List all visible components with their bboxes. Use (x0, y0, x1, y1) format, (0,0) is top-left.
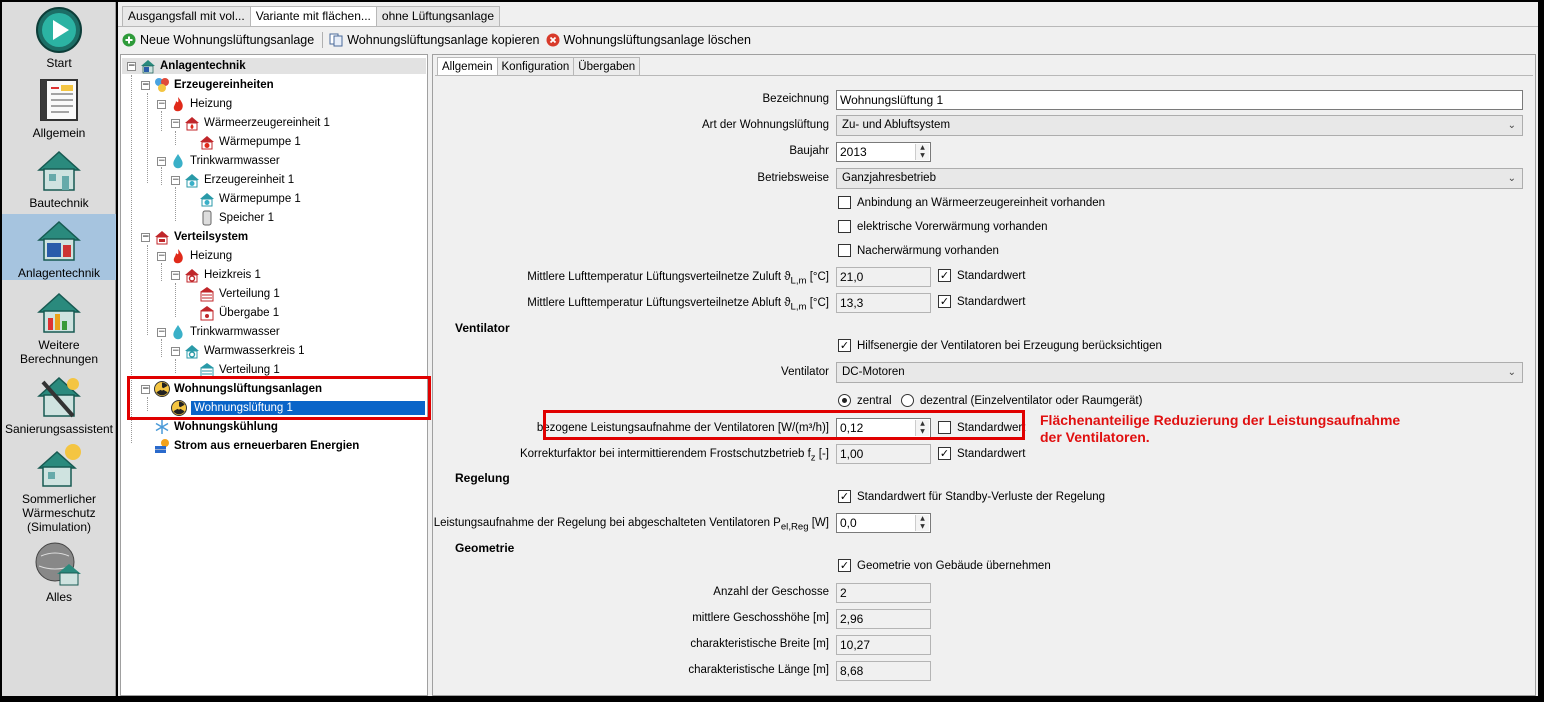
baujahr-input[interactable] (836, 142, 931, 162)
regelung-spinner[interactable] (915, 515, 929, 531)
new-ventilation-label: Neue Wohnungslüftungsanlage (140, 33, 315, 47)
tabs-divider (118, 26, 1538, 27)
collapse-toggle[interactable]: − (172, 345, 180, 356)
korrektur-label (520, 448, 829, 463)
zuluft-input[interactable]: 21,0 (836, 267, 931, 287)
chart-house-icon (33, 288, 85, 336)
tree-node-wohnungskuehlung[interactable] (154, 418, 278, 436)
delete-icon (546, 33, 560, 47)
tree-label: Trinkwarmwasser (190, 155, 280, 167)
main-frame (118, 2, 1538, 696)
tree-label: Heizkreis 1 (204, 269, 261, 281)
hilfsenergie-checkbox[interactable] (838, 339, 1162, 352)
collapse-toggle[interactable]: − (142, 231, 150, 242)
zuluft-unit: [°C] (806, 271, 829, 283)
nav-bautechnik[interactable] (2, 146, 116, 210)
geschosse-input[interactable]: 2 (836, 583, 931, 603)
regelung-label-text: Leistungsaufnahme der Regelung bei abgeschalteten Ventilatoren P (433, 517, 781, 529)
copy-icon (329, 33, 343, 47)
highlight-box-leistung (543, 410, 1025, 440)
tree-label: Trinkwarmwasser (190, 326, 280, 338)
regelung-input[interactable] (836, 513, 931, 533)
zuluft-label (527, 271, 829, 286)
bezeichnung-label: Bezeichnung (762, 93, 829, 105)
abluft-input[interactable]: 13,3 (836, 293, 931, 313)
tree-label: Speicher 1 (219, 212, 274, 224)
korrektur-unit: [-] (815, 448, 829, 460)
chevron-down-icon: ⌄ (1507, 120, 1516, 131)
checkbox-box[interactable] (838, 196, 851, 209)
radio-button[interactable] (901, 394, 914, 407)
tree-label: Heizung (190, 98, 233, 110)
section-regelung: Regelung (455, 471, 510, 485)
chevron-down-icon: ⌄ (1507, 173, 1516, 184)
standby-checkbox[interactable] (838, 490, 1105, 503)
zuluft-label-text: Mittlere Lufttemperatur Lüftungsverteilnetze Zuluft ϑ (527, 271, 791, 283)
nav-alles[interactable] (2, 540, 116, 604)
doc-tab-variante[interactable]: Variante mit flächen... (250, 6, 377, 27)
tree-node-anlagentechnik[interactable] (127, 57, 246, 75)
hoehe-label: mittlere Geschosshöhe [m] (692, 612, 829, 624)
tab-uebergaben[interactable]: Übergaben (573, 57, 640, 76)
tree-label: Wohnungslüftung 1 (191, 401, 425, 415)
nav-anlagentechnik-label: Anlagentechnik (17, 266, 101, 280)
anbindung-checkbox[interactable] (838, 196, 1105, 209)
checkbox-box[interactable]: ✓ (939, 447, 950, 460)
tree-label: Wärmeerzeugereinheit 1 (204, 117, 330, 129)
checkbox-box[interactable]: ✓ (939, 295, 950, 308)
properties-panel (432, 54, 1536, 696)
abluft-standardwert-checkbox[interactable] (938, 295, 1025, 308)
geometrie-label: Geometrie von Gebäude übernehmen (857, 559, 1051, 572)
checkbox-box[interactable] (838, 244, 851, 257)
betrieb-label: Betriebsweise (757, 172, 829, 184)
vorwaermung-checkbox[interactable] (838, 220, 1048, 233)
tree-node-waermeerzeugereinheit[interactable] (171, 114, 330, 132)
new-ventilation-button[interactable] (122, 30, 320, 50)
tree-label: Wärmepumpe 1 (219, 193, 301, 205)
collapse-toggle[interactable]: − (172, 117, 180, 128)
nav-sommer-label: Sommerlicher Wärmeschutz (Simulation) (21, 492, 96, 534)
notebook-icon (33, 76, 85, 124)
delete-ventilation-label: Wohnungslüftungsanlage löschen (563, 33, 751, 47)
vorwaermung-label: elektrische Vorerwärmung vorhanden (857, 220, 1048, 233)
tree-node-erzeugereinheiten[interactable] (141, 76, 274, 94)
tree-label: Heizung (190, 250, 233, 262)
spin-up-icon[interactable]: ▲ (920, 420, 925, 427)
heat-pump-icon (199, 191, 215, 207)
collapse-toggle[interactable]: − (128, 60, 136, 71)
collapse-toggle[interactable]: − (158, 98, 166, 109)
generator-units-icon (154, 77, 170, 93)
tree-label: Wohnungskühlung (174, 421, 278, 433)
tree-label: Warmwasserkreis 1 (204, 345, 305, 357)
art-select[interactable] (836, 115, 1523, 136)
spin-down-icon[interactable]: ▼ (920, 523, 925, 530)
collapse-toggle[interactable]: − (142, 79, 150, 90)
annotation-line-1: Flächenanteilige Reduzierung der Leistungsaufnahme (1040, 412, 1401, 428)
breite-input[interactable]: 10,27 (836, 635, 931, 655)
geometrie-checkbox[interactable] (838, 559, 1051, 572)
play-icon (33, 6, 85, 54)
water-drop-icon (170, 324, 186, 340)
toolbar-separator (322, 32, 323, 48)
geschosse-label: Anzahl der Geschosse (713, 586, 829, 598)
nav-weitere-berechnungen[interactable] (2, 288, 116, 366)
section-geometrie: Geometrie (455, 541, 515, 555)
tree-node-heizung-verteil[interactable] (157, 247, 232, 265)
system-tree (120, 54, 428, 696)
standardwert-label: Standardwert (957, 421, 1026, 434)
tree-node-uebergabe[interactable] (199, 304, 279, 322)
copy-ventilation-label: Wohnungslüftungsanlage kopieren (347, 33, 540, 47)
delete-ventilation-button[interactable] (546, 30, 757, 50)
nav-bautechnik-label: Bautechnik (29, 196, 89, 210)
house-icon (33, 146, 85, 194)
nachwaermung-checkbox[interactable] (838, 244, 999, 257)
tab-allgemein[interactable]: Allgemein (437, 57, 498, 77)
nav-start[interactable] (2, 6, 116, 70)
tree-label: Anlagentechnik (160, 60, 246, 72)
doc-tab-ohne-lueftung[interactable]: ohne Lüftungsanlage (376, 6, 500, 26)
tree-node-waermepumpe[interactable] (199, 133, 301, 151)
copy-ventilation-button[interactable] (329, 30, 545, 50)
tree-node-heizkreis[interactable] (171, 266, 261, 284)
laenge-input[interactable]: 8,68 (836, 661, 931, 681)
art-select-value: Zu- und Abluftsystem (842, 119, 951, 131)
abluft-subscript: L,m (790, 301, 807, 313)
annotation-line-2: der Ventilatoren. (1040, 429, 1150, 445)
nachwaermung-label: Nacherwärmung vorhanden (857, 244, 999, 257)
korrektur-input[interactable]: 1,00 (836, 444, 931, 464)
hoehe-input[interactable]: 2,96 (836, 609, 931, 629)
tree-node-verteilsystem[interactable] (141, 228, 248, 246)
transfer-icon (199, 305, 215, 321)
tree-node-trinkwarmwasser-verteil[interactable] (157, 323, 280, 341)
radio-zentral[interactable] (838, 394, 892, 407)
snowflake-icon (154, 419, 170, 435)
water-drop-icon (170, 153, 186, 169)
tree-node-strom-erneuerbar[interactable] (154, 437, 359, 455)
collapse-toggle[interactable]: − (172, 269, 180, 280)
doc-tab-ausgangsfall[interactable]: Ausgangsfall mit vol... (122, 6, 251, 26)
generator-unit-icon (184, 172, 200, 188)
baujahr-label: Baujahr (789, 145, 829, 157)
section-ventilator: Ventilator (455, 321, 510, 335)
chevron-down-icon: ⌄ (1507, 367, 1516, 378)
distribution-icon (154, 229, 170, 245)
radio-dezentral-label: dezentral (Einzelventilator oder Raumgerät) (920, 394, 1143, 407)
renewable-energy-icon (154, 438, 170, 454)
abluft-label (527, 297, 829, 312)
sun-house-icon (33, 442, 85, 490)
breite-label: charakteristische Breite [m] (690, 638, 829, 650)
collapse-toggle[interactable]: − (158, 155, 166, 166)
tree-node-trinkwarmwasser[interactable] (157, 152, 280, 170)
add-icon (122, 33, 136, 47)
tree-node-warmwasserkreis[interactable] (171, 342, 305, 360)
regelung-subscript: el,Reg (780, 521, 809, 533)
tree-label: Erzeugereinheiten (174, 79, 274, 91)
tab-konfiguration[interactable]: Konfiguration (497, 57, 575, 76)
betrieb-select-value: Ganzjahresbetrieb (842, 172, 936, 184)
radio-zentral-label: zentral (857, 394, 892, 407)
laenge-label: charakteristische Länge [m] (688, 664, 829, 676)
nav-sanierungsassistent[interactable] (2, 372, 116, 436)
tree-node-waermepumpe-tww[interactable] (199, 190, 301, 208)
abluft-unit: [°C] (806, 297, 829, 309)
checkbox-box[interactable]: ✓ (939, 269, 950, 282)
radio-button[interactable] (838, 394, 851, 407)
nav-start-label: Start (46, 56, 72, 70)
spin-up-icon[interactable]: ▲ (920, 144, 925, 151)
nav-anlagentechnik[interactable] (2, 214, 116, 280)
collapse-toggle[interactable]: − (158, 250, 166, 261)
ventilator-select-value: DC-Motoren (842, 366, 905, 378)
spin-down-icon[interactable]: ▼ (920, 152, 925, 159)
highlight-box-tree (127, 376, 431, 420)
hilfsenergie-label: Hilfsenergie der Ventilatoren bei Erzeugung berücksichtigen (857, 339, 1162, 352)
checkbox-box[interactable]: ✓ (839, 339, 850, 352)
nav-sommerlicher-waermeschutz[interactable] (2, 442, 116, 534)
standardwert-label: Standardwert (957, 447, 1026, 460)
tree-node-erzeugereinheit[interactable] (171, 171, 294, 189)
nav-weitere-label: Weitere Berechnungen (19, 338, 99, 366)
regelung-value: 0,0 (840, 516, 857, 530)
ventilator-label: Ventilator (781, 366, 829, 378)
regelung-unit: [W] (808, 517, 829, 529)
leistung-value: 0,12 (840, 421, 864, 435)
art-label: Art der Wohnungslüftung (701, 119, 829, 131)
tree-label: Wärmepumpe 1 (219, 136, 301, 148)
main-navigation (2, 2, 116, 696)
nav-allgemein-label: Allgemein (32, 126, 86, 140)
heat-generator-icon (184, 115, 200, 131)
annotation-text (1040, 412, 1440, 446)
tree-node-verteilung[interactable] (199, 285, 280, 303)
nav-allgemein[interactable] (2, 76, 116, 140)
general-tab-content (435, 75, 1533, 693)
standardwert-label: Standardwert (957, 269, 1026, 282)
checkbox-box[interactable] (838, 220, 851, 233)
tree-label: Übergabe 1 (219, 307, 280, 319)
collapse-toggle[interactable]: − (172, 174, 180, 185)
toolbar (122, 30, 757, 50)
flame-icon (170, 248, 186, 264)
tree-node-speicher[interactable] (199, 209, 274, 227)
korrektur-label-text: Korrekturfaktor bei intermittierendem Frostschutzbetrieb f (519, 448, 811, 460)
standby-label: Standardwert für Standby-Verluste der Regelung (857, 490, 1106, 503)
spin-down-icon[interactable]: ▼ (920, 428, 925, 435)
spin-up-icon[interactable]: ▲ (920, 515, 925, 522)
bezeichnung-input[interactable]: Wohnungslüftung 1 (836, 90, 1523, 110)
heating-circuit-icon (184, 267, 200, 283)
nav-sanierung-label: Sanierungsassistent (4, 422, 114, 436)
pipe-distribution-icon (199, 286, 215, 302)
property-tabs (437, 57, 639, 76)
document-tabs (122, 6, 499, 26)
flame-icon (170, 96, 186, 112)
betrieb-select[interactable] (836, 168, 1523, 189)
ventilator-select[interactable] (836, 362, 1523, 383)
tree-label: Verteilsystem (174, 231, 249, 243)
tree-label: Verteilung 1 (219, 288, 280, 300)
anbindung-label: Anbindung an Wärmeerzeugereinheit vorhanden (857, 196, 1106, 209)
radio-dezentral[interactable] (901, 394, 1142, 407)
baujahr-value: 2013 (840, 145, 867, 159)
tree-label: Strom aus erneuerbaren Energien (174, 440, 360, 452)
tree-label: Verteilung 1 (219, 364, 280, 376)
checkbox-box[interactable]: ✓ (839, 490, 850, 503)
korrektur-standardwert-checkbox[interactable] (938, 447, 1025, 460)
globe-house-icon (33, 540, 85, 588)
storage-tank-icon (199, 210, 215, 226)
collapse-toggle[interactable]: − (158, 326, 166, 337)
nav-alles-label: Alles (45, 590, 72, 604)
tree-label: Erzeugereinheit 1 (204, 174, 295, 186)
korrektur-subscript: z (810, 452, 816, 464)
leistung-label: bezogene Leistungsaufnahme der Ventilatoren [W/(m³/h)] (536, 422, 829, 434)
checkbox-box[interactable]: ✓ (839, 559, 850, 572)
house-system-icon (33, 216, 85, 264)
water-circuit-icon (184, 343, 200, 359)
tree-node-heizung[interactable] (157, 95, 232, 113)
tree-label: Wohnungslüftungsanlagen (174, 383, 322, 395)
heat-pump-icon (199, 134, 215, 150)
house-system-icon (140, 58, 156, 74)
baujahr-spinner[interactable] (915, 144, 929, 160)
renovation-icon (33, 372, 85, 420)
standardwert-label: Standardwert (957, 295, 1026, 308)
zuluft-standardwert-checkbox[interactable] (938, 269, 1025, 282)
regelung-label (434, 517, 829, 532)
collapse-toggle[interactable]: − (142, 383, 150, 394)
zuluft-subscript: L,m (790, 275, 807, 287)
abluft-label-text: Mittlere Lufttemperatur Lüftungsverteilnetze Abluft ϑ (527, 297, 791, 309)
